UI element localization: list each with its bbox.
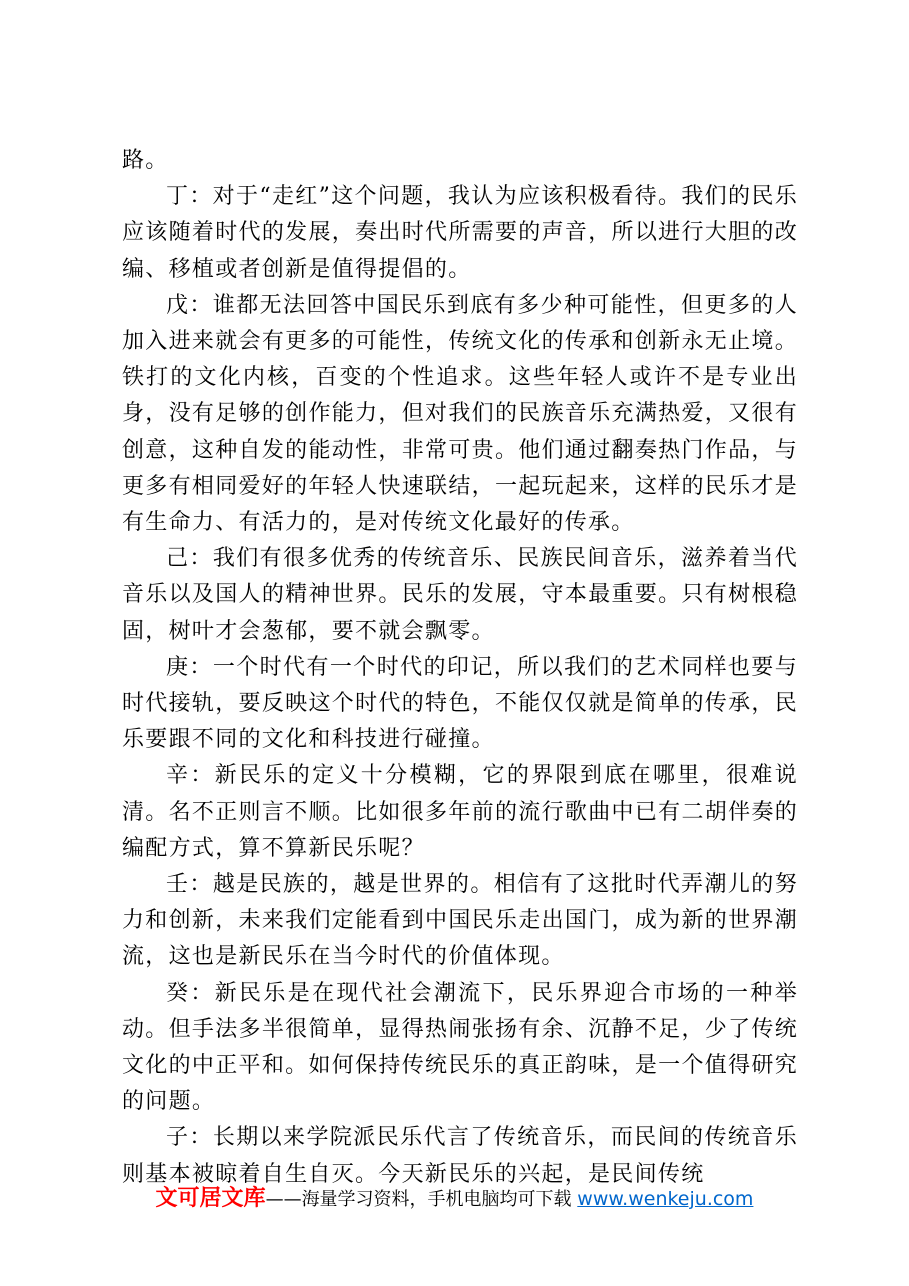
footer-brand: 文可居文库 (155, 1186, 266, 1211)
paragraph-ding: 丁：对于“走红”这个问题，我认为应该积极看待。我们的民乐应该随着时代的发展，奏出时代所需要的声音，所以进行大胆的改编、移植或者创新是值得提倡的。 (122, 184, 798, 282)
paragraph-wu: 戊：谁都无法回答中国民乐到底有多少种可能性，但更多的人加入进来就会有更多的可能性，传统文化的传承和创新永无止境。铁打的文化内核，百变的个性追求。这些年轻人或许不是专业出身，没有足够的创作能力，但对我们的民族音乐充满热爱，又很有创意，这种自发的能动性，非常可贵。他们通过翻奏热门作品，与更多有相同爱好的年轻人快速联结，一起玩起来，这样的民乐才是有生命力、有活力的，是对传统文化最好的传承。 (122, 292, 798, 536)
paragraph-zi: 子：长期以来学院派民乐代言了传统音乐，而民间的传统音乐则基本被晾着自生自灭。今天新民乐的兴起，是民间传统 (122, 1125, 798, 1187)
paragraph-continuation: 路。 (122, 148, 169, 173)
paragraph-ren: 壬：越是民族的，越是世界的。相信有了这批时代弄潮儿的努力和创新，未来我们定能看到中国民乐走出国门，成为新的世界潮流，这也是新民乐在当今时代的价值体现。 (122, 872, 798, 970)
paragraph-gui: 癸：新民乐是在现代社会潮流下，民乐界迎合市场的一种举动。但手法多半很简单，显得热闹张扬有余、沉静不足，少了传统文化的中正平和。如何保持传统民乐的真正韵味，是一个值得研究的问题。 (122, 980, 798, 1115)
document-body (122, 143, 798, 1193)
paragraph-geng: 庚：一个时代有一个时代的印记，所以我们的艺术同样也要与时代接轨，要反映这个时代的特色，不能仅仅就是简单的传承，民乐要跟不同的文化和科技进行碰撞。 (122, 654, 798, 753)
footer-slogan: ——海量学习资料，手机电脑均可下载 (265, 1189, 572, 1210)
paragraph-ji: 己：我们有很多优秀的传统音乐、民族民间音乐，滋养着当代音乐以及国人的精神世界。民乐的发展，守本最重要。只有树根稳固，树叶才会葱郁，要不就会飘零。 (122, 546, 798, 644)
paragraph-xin: 辛：新民乐的定义十分模糊，它的界限到底在哪里，很难说清。名不正则言不顺。比如很多年前的流行歌曲中已有二胡伴奏的编配方式，算不算新民乐呢？ (122, 763, 798, 861)
page-footer (0, 1181, 909, 1212)
footer-url-link[interactable]: www.wenkeju.com (577, 1188, 754, 1210)
